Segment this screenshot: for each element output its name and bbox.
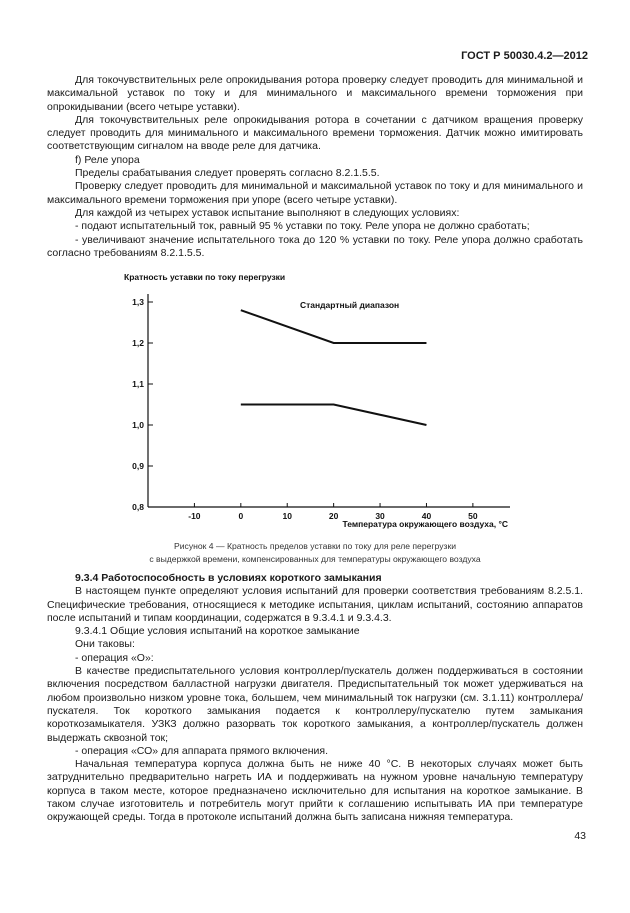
- section-title: 9.3.4 Работоспособность в условиях короткого замыкания: [75, 572, 382, 584]
- paragraph: - операция «О»:: [75, 651, 154, 664]
- y-tick-label: 0,9: [132, 461, 144, 471]
- y-tick-label: 1,3: [132, 297, 144, 307]
- paragraph: В качестве предиспытательного условия контроллер/пускатель должен поддерживаться в состоянии включения посредством балластной нагрузки двигателя. Предиспытательный ток может удерживаться на любом произвольно низком уровне тока, большем, чем минимальный ток нагрузки (см. 3.1.11) контроллера/пускателя. Ток короткого замыкания подается к контроллеру/пускателю путем замыкания короткозамыкателя. УЗКЗ должно разорвать ток короткого замыкания, а контроллер/пускатель должен выдержать сквозной ток;: [47, 665, 583, 744]
- y-tick-label: 1,2: [132, 338, 144, 348]
- x-tick-label: 40: [421, 511, 432, 521]
- x-tick-label: -10: [188, 511, 201, 521]
- paragraph: Пределы срабатывания следует проверять согласно 8.2.1.5.5.: [75, 167, 380, 180]
- chart-annotation: Стандартный диапазон: [300, 300, 400, 310]
- y-tick-label: 1,0: [132, 420, 144, 430]
- paragraph: Для токочувствительных реле опрокидывания ротора проверку следует проводить для минимальной и максимальной уставок по току и для минимального и максимального времени торможения при опрокидывании (всего четыре уставки).: [47, 74, 583, 113]
- x-axis-label: Температура окружающего воздуха, °С: [342, 519, 508, 529]
- x-tick-label: 10: [282, 511, 292, 521]
- y-axis-label: Кратность уставки по току перегрузки: [124, 272, 286, 282]
- paragraph: В настоящем пункте определяют условия испытаний для проверки соответствия требованиям 8.2.5.1. Специфические требования, относящиеся к методике испытания, циклам испытаний, состоянию аппаратов после испытаний и типам координации, содержатся в 9.3.4.1 и 9.3.4.3.: [47, 585, 583, 624]
- x-tick-label: 50: [468, 511, 478, 521]
- paragraph: - подают испытательный ток, равный 95 % уставки по току. Реле упора не должно сработать;: [75, 220, 530, 233]
- series-line-lower: [241, 405, 427, 426]
- y-tick-label: 0,8: [132, 502, 144, 512]
- caption-line: с выдержкой времени, компенсированных для температуры окружающего воздуха: [149, 554, 481, 564]
- caption-line: Рисунок 4 — Кратность пределов уставки по току для реле перегрузки: [174, 541, 456, 551]
- paragraph: Для токочувствительных реле опрокидывания ротора в сочетании с датчиком вращения проверку следует проводить для минимального и максимального времени торможения. Датчик можно имитировать соответствующим сигналом на вводе реле для датчика.: [47, 113, 583, 153]
- page-number: 43: [574, 830, 586, 842]
- paragraph: Они таковы:: [75, 638, 135, 651]
- document-header: ГОСТ Р 50030.4.2—2012: [461, 50, 588, 62]
- paragraph: f) Реле упора: [75, 153, 140, 166]
- text-block-top: [47, 74, 583, 260]
- y-tick-label: 1,1: [132, 379, 144, 389]
- paragraph: 9.3.4.1 Общие условия испытаний на короткое замыкание: [75, 625, 360, 638]
- paragraph: - увеличивают значение испытательного тока до 120 % уставки по току. Реле упора должно сработать согласно требованиям 8.2.1.5.5.: [47, 233, 583, 259]
- paragraph: Для каждой из четырех уставок испытание выполняют в следующих условиях:: [75, 206, 460, 219]
- paragraph: Начальная температура корпуса должна быть не ниже 40 °С. В некоторых случаях может быть затруднительно предварительно нагреть ИА и поддерживать на нужном уровне начальную температуру корпуса в таком месте, которое предназначено исключительно для испытания на короткое замыкание. В таком случае изготовитель и потребитель могут прийти к соглашению испытывать ИА при температуре окружающей среды. Тогда в протоколе испытаний должна быть записана нижняя температура.: [47, 758, 583, 824]
- overload-setting-chart: [110, 272, 530, 534]
- paragraph: Проверку следует проводить для минимальной и максимальной уставок по току и для минимального и максимального времени торможения при упоре (всего четыре уставки).: [47, 180, 583, 206]
- paragraph: - операция «СО» для аппарата прямого включения.: [75, 744, 329, 757]
- x-tick-label: 20: [328, 511, 339, 521]
- series-line-upper: [241, 310, 427, 343]
- text-block-bottom: [47, 572, 583, 825]
- x-tick-label: 30: [375, 511, 385, 521]
- x-tick-label: 0: [238, 511, 244, 521]
- figure-caption: [47, 540, 583, 566]
